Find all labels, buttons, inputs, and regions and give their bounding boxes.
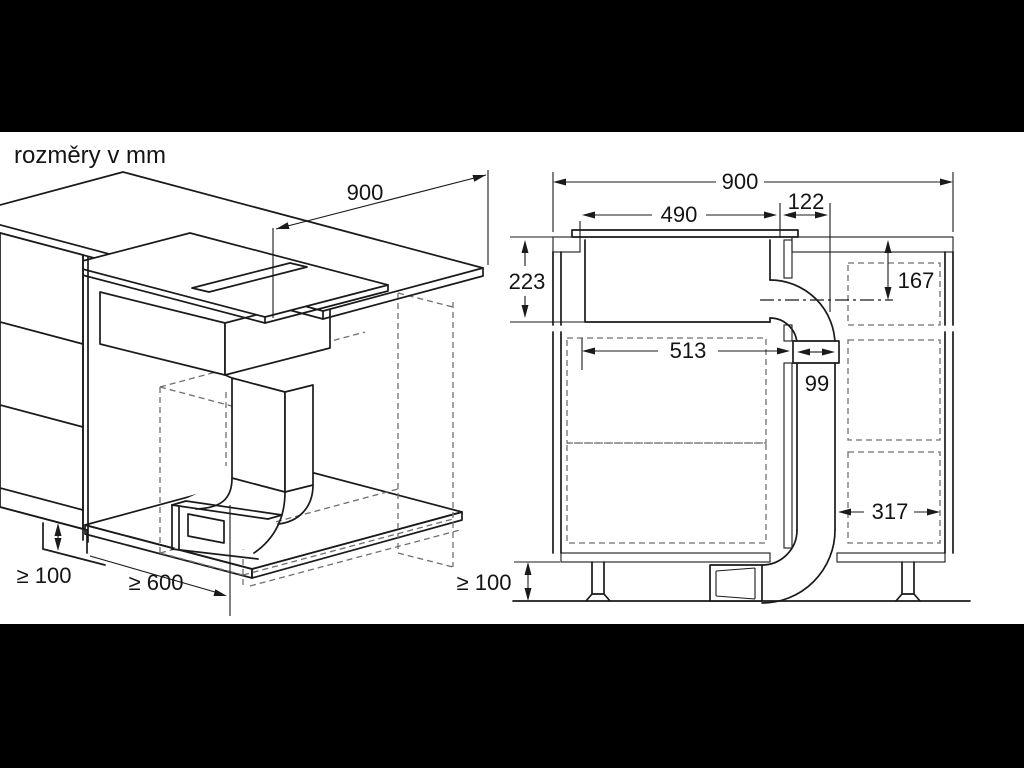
letterbox-top: [0, 0, 1024, 132]
section-rear-label: 317: [871, 499, 909, 524]
duct-iso: [225, 375, 313, 492]
iso-plinth-label: ≥ 100: [16, 563, 72, 588]
section-hob-glass: [572, 230, 798, 237]
letterbox-bottom: [0, 624, 1024, 768]
section-total-label: 900: [721, 169, 759, 194]
section-height-label: 223: [508, 269, 546, 294]
section-cutout-label: 490: [660, 202, 698, 227]
iso-clearance-label: ≥ 600: [128, 570, 184, 595]
section-duct-centre-label: 167: [897, 268, 935, 293]
section-duct-width-label: 99: [804, 371, 830, 396]
section-inner-label: 513: [669, 338, 707, 363]
section-flat-duct: [710, 565, 762, 601]
section-plinth-label: ≥ 100: [456, 570, 512, 595]
iso-depth-label: 900: [346, 180, 384, 205]
section-hob: [572, 230, 798, 322]
section-duct-offset-label: 122: [787, 189, 825, 214]
units-label: rozměry v mm: [14, 142, 166, 169]
